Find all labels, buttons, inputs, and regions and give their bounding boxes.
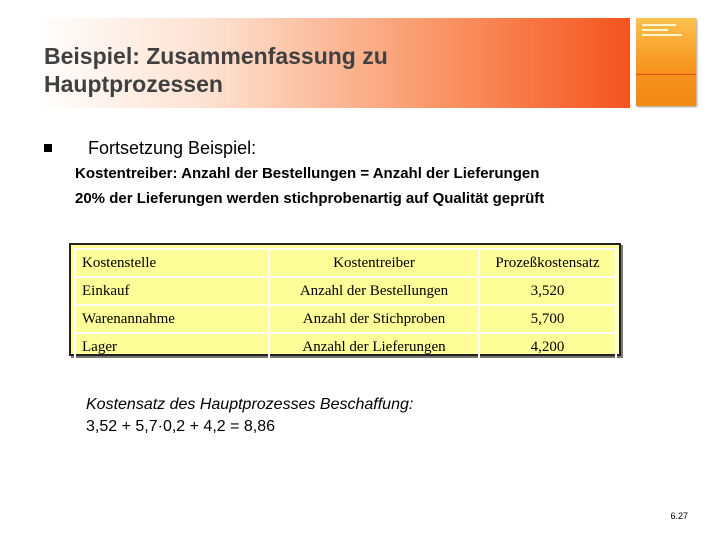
cost-table-frame <box>69 243 621 356</box>
square-bullet-icon <box>44 144 52 152</box>
page-number: 6.27 <box>670 511 688 521</box>
table-row <box>75 277 616 305</box>
table-cell: Anzahl der Bestellungen <box>269 277 479 305</box>
table-header-cell: Prozeßkostensatz <box>479 249 616 277</box>
table-header-cell: Kostentreiber <box>269 249 479 277</box>
table-cell: 5,700 <box>479 305 616 333</box>
book-cover-image <box>636 18 696 106</box>
sub-line-cost-driver: Kostentreiber: Anzahl der Bestellungen = Anzahl der Lieferungen <box>75 165 540 182</box>
formula-expression: 3,52 + 5,7·0,2 + 4,2 = 8,86 <box>86 418 276 435</box>
slide-title: Beispiel: Zusammenfassung zu Hauptprozessen <box>44 43 388 97</box>
table-cell: Anzahl der Lieferungen <box>269 333 479 361</box>
table-cell: 4,200 <box>479 333 616 361</box>
sub-line-sampling: 20% der Lieferungen werden stichprobenartig auf Qualität geprüft <box>75 190 545 207</box>
book-stripe-decoration <box>636 74 696 75</box>
table-cell: Einkauf <box>75 277 269 305</box>
cost-table <box>74 248 617 362</box>
table-row <box>75 333 616 361</box>
table-cell: Anzahl der Stichproben <box>269 305 479 333</box>
table-cell: Lager <box>75 333 269 361</box>
table-cell: Warenannahme <box>75 305 269 333</box>
table-row <box>75 305 616 333</box>
book-line-decoration <box>642 34 682 36</box>
title-banner <box>36 18 630 108</box>
formula-title: Kostensatz des Hauptprozesses Beschaffung: <box>86 396 414 413</box>
bullet-text: Fortsetzung Beispiel: <box>88 138 257 158</box>
table-header-cell: Kostenstelle <box>75 249 269 277</box>
book-line-decoration <box>642 24 676 26</box>
book-line-decoration <box>642 29 668 31</box>
table-cell: 3,520 <box>479 277 616 305</box>
table-header-row <box>75 249 616 277</box>
